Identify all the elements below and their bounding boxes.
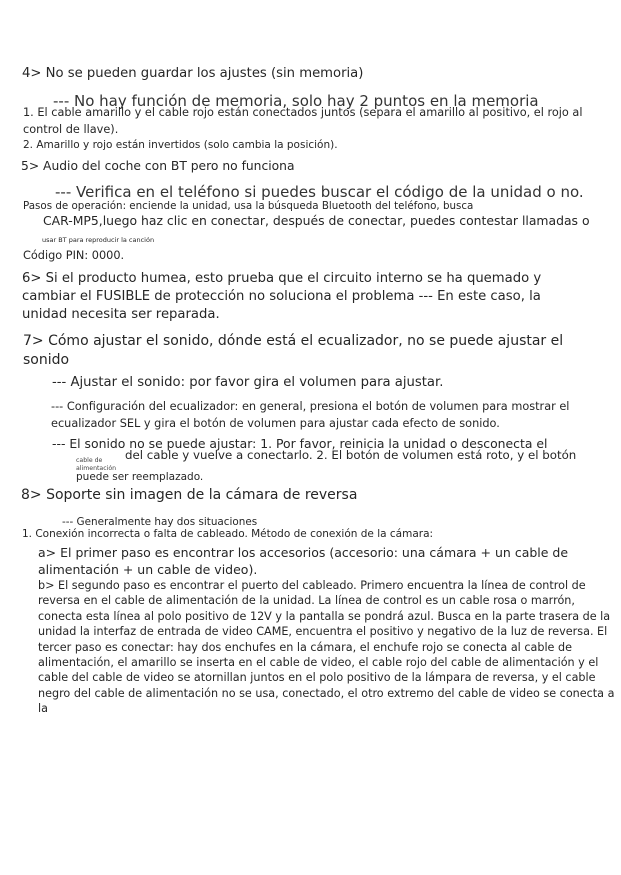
s4-answer: --- No hay función de memoria, solo hay 2 puntos en la memoria [53, 92, 539, 110]
s4-item2: 2. Amarillo y rojo están invertidos (solo cambia la posición). [23, 139, 338, 151]
s8-general: --- Generalmente hay dos situaciones [62, 516, 258, 528]
s5-title: 5> Audio del coche con BT pero no funciona [21, 159, 295, 173]
s7-noadj1: --- El sonido no se puede ajustar: 1. Por favor, reinicia la unidad o desconecta el [52, 436, 548, 451]
s7-noadj-note: cable de alimentación [76, 457, 117, 473]
s6-text: 6> Si el producto humea, esto prueba que el circuito interno se ha quemado y cambiar el FUSIBLE de protección no soluciona el problema --- En este caso, la unidad necesita ser reparada. [22, 271, 542, 322]
s7-title: 7> Cómo ajustar el sonido, dónde está el ecualizador, no se puede ajustar el sonido [23, 333, 564, 368]
s4-item1: 1. El cable amarillo y el cable rojo están conectados juntos (separa el amarillo al positivo, el rojo al control de llave). [23, 106, 583, 136]
s5-pin: Código PIN: 0000. [23, 249, 125, 262]
s8-a: a> El primer paso es encontrar los accesorios (accesorio: una cámara + un cable de alimentación + un cable de video). [38, 545, 569, 577]
s7-eq: --- Configuración del ecualizador: en general, presiona el botón de volumen para mostrar el ecualizador SEL y gira el botón de volumen para ajustar cada efecto de sonido. [51, 400, 570, 430]
s5-steps: Pasos de operación: enciende la unidad, usa la búsqueda Bluetooth del teléfono, busca [23, 200, 474, 212]
s5-steps3: usar BT para reproducir la canción [42, 236, 155, 244]
s7-noadj3: puede ser reemplazado. [76, 471, 204, 483]
s4-title: 4> No se pueden guardar los ajustes (sin memoria) [22, 66, 364, 81]
s8-title: 8> Soporte sin imagen de la cámara de reversa [21, 487, 358, 503]
s7-adjust: --- Ajustar el sonido: por favor gira el volumen para ajustar. [52, 375, 444, 390]
s8-item1: 1. Conexión incorrecta o falta de cableado. Método de conexión de la cámara: [22, 528, 434, 540]
s5-answer: --- Verifica en el teléfono si puedes buscar el código de la unidad o no. [55, 183, 584, 201]
s7-noadj2: del cable y vuelve a conectarlo. 2. El botón de volumen está roto, y el botón [125, 448, 577, 462]
s5-steps2: CAR-MP5,luego haz clic en conectar, después de conectar, puedes contestar llamadas o [43, 213, 590, 228]
s8-b: b> El segundo paso es encontrar el puerto del cableado. Primero encuentra la línea de control de reversa en el cable de alimentación de la unidad. La línea de control es un cable rosa o marrón, conecta esta línea al polo positivo de 12V y la pantalla se pondrá azul. Busca en la parte trasera de la unidad la interfaz de entrada de video CAME, encuentra el positivo y negativo de la luz de reversa. El tercer paso es conectar: hay dos enchufes en la cámara, el enchufe rojo se conecta al cable de alimentación, el amarillo se inserta en el cable de video, el cable rojo del cable de alimentación y el cable del cable de video se atornillan juntos en el polo positivo de la lámpara de reversa, y el cable negro del cable de alimentación no se usa, conectado, el otro extremo del cable de video se conecta a la [38, 579, 615, 716]
